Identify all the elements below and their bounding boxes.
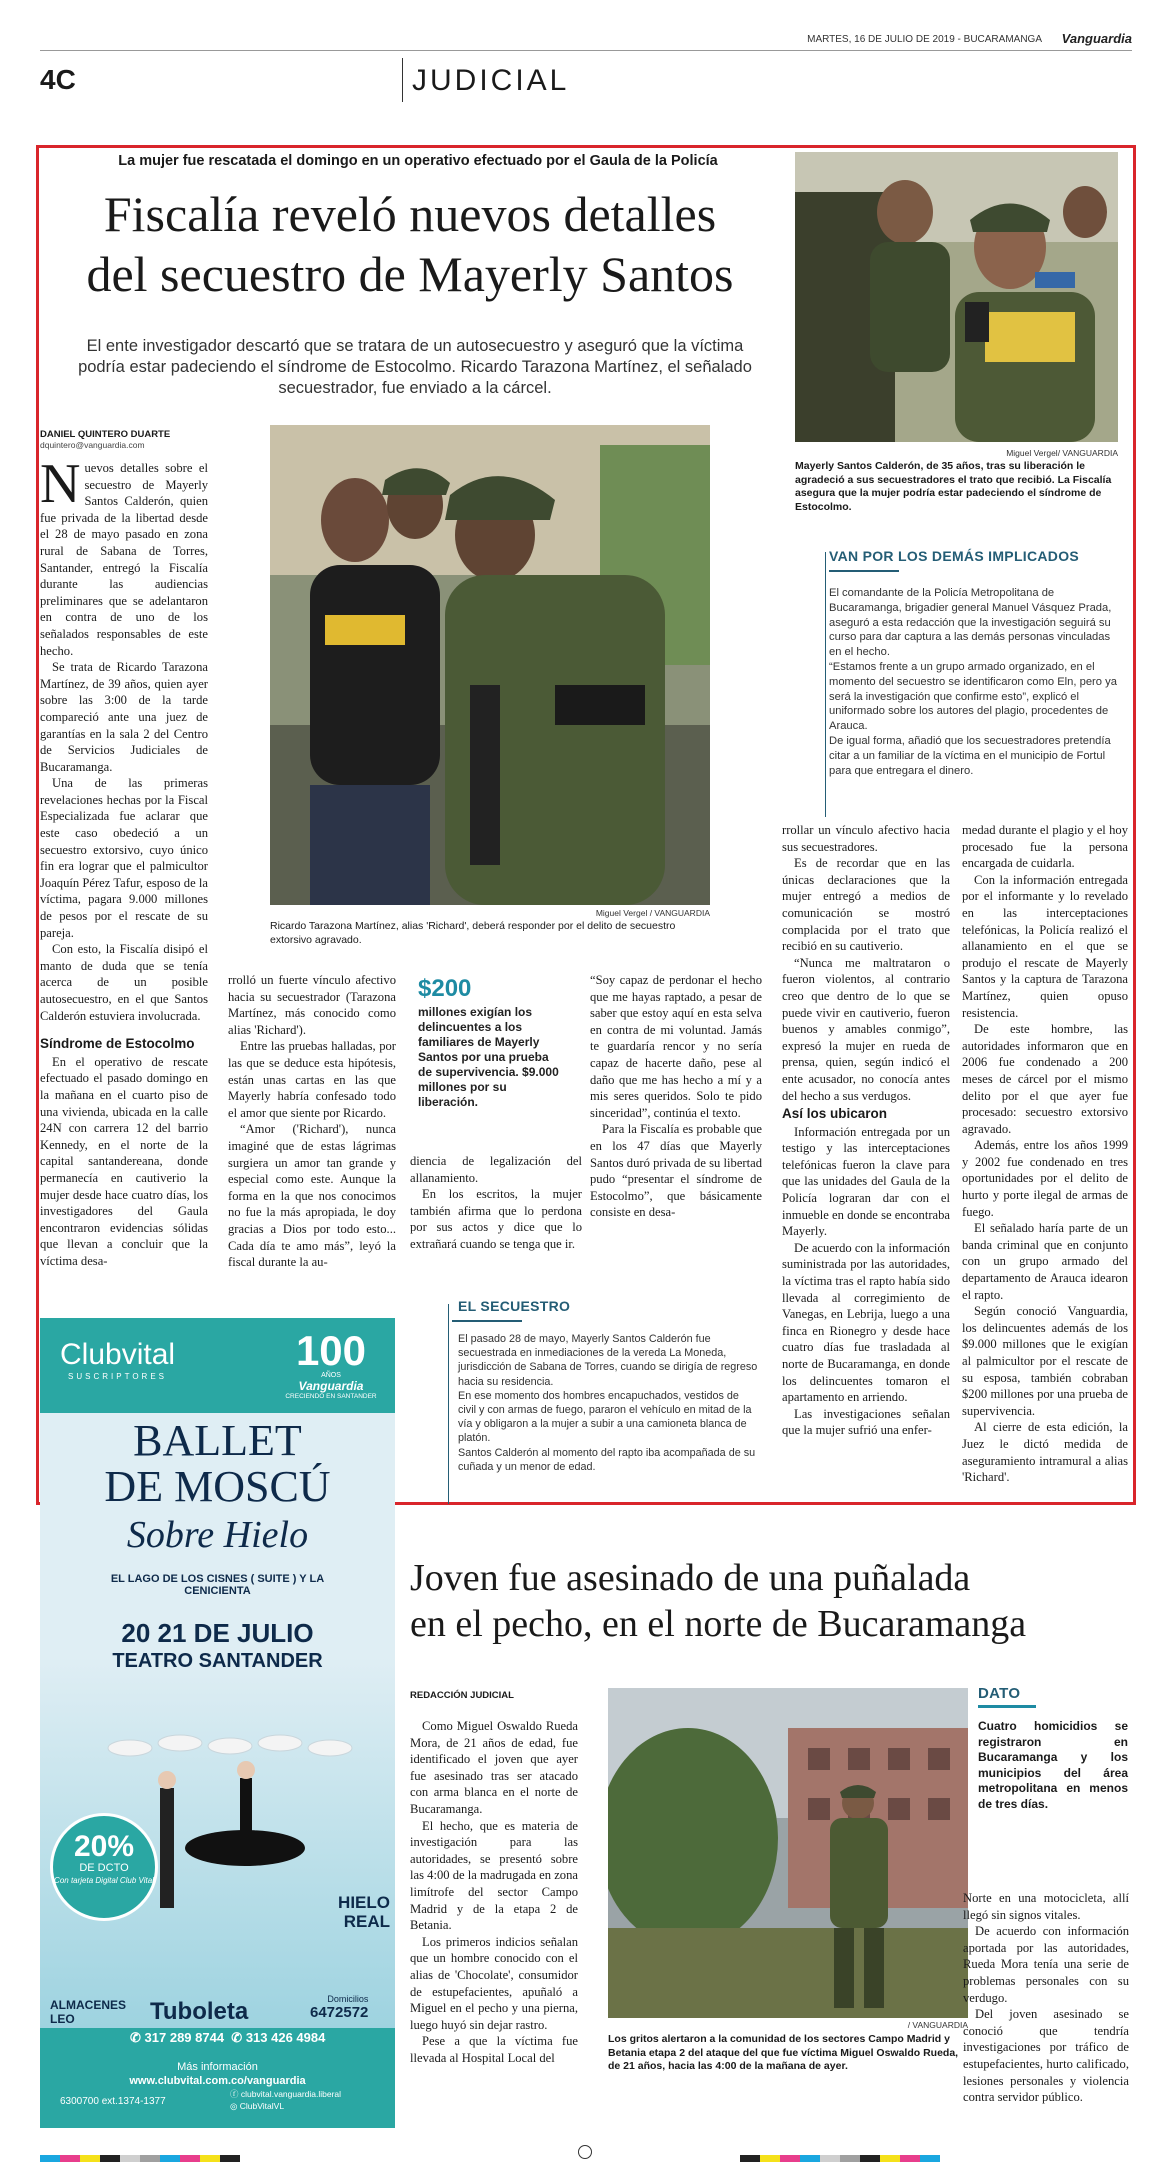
anniv-brand: Vanguardia bbox=[298, 1379, 364, 1393]
ad-venue: TEATRO SANTANDER bbox=[112, 1650, 323, 1672]
info-url[interactable]: www.clubvital.com.co/vanguardia bbox=[129, 2075, 306, 2087]
paragraph: Una de las primeras revelaciones hechas por la Fiscal Especializada fue aclarar que este caso obedeció a un secuestro extorsivo, cuyo único fin era lograr que el palmicultor Joaquín Pérez Tafur, esposo de la víctima, pagara 9.000 millones de pesos por el rescate de su pareja. bbox=[40, 776, 208, 940]
story2-column-3 bbox=[963, 1890, 1129, 2126]
social-instagram[interactable]: ClubVitalVL bbox=[239, 2101, 285, 2111]
clubvital-name: Clubvital bbox=[60, 1338, 176, 1371]
box-secuestro-underline bbox=[452, 1320, 522, 1322]
story1-column-4 bbox=[590, 972, 762, 1297]
story1-kicker: La mujer fue rescatada el domingo en un operativo efectuado por el Gaula de la Policía bbox=[118, 153, 718, 169]
photo-arrest-caption: Ricardo Tarazona Martínez, alias 'Richard', deberá responder por el delito de secuestro extorsivo agravado. bbox=[270, 920, 676, 946]
photo-mayerly-credit: Miguel Vergel/ VANGUARDIA bbox=[1006, 448, 1118, 458]
section-title: JUDICIAL bbox=[412, 64, 570, 97]
story2-headline-line1: Joven fue asesinado de una puñalada bbox=[410, 1557, 971, 1599]
photo-arrest-credit: Miguel Vergel / VANGUARDIA bbox=[595, 908, 710, 918]
box-implicados-line bbox=[825, 552, 826, 817]
paragraph: De este hombre, las autoridades informaron que en 2006 fue condenado a 200 meses de cárcel por el mismo delito por el que ayer fue procesado: secuestro extorsivo agravado. bbox=[962, 1022, 1128, 1136]
page-number: 4C bbox=[40, 64, 76, 95]
paragraph: El comandante de la Policía Metropolitana de Bucaramanga, brigadier general Manuel Vásquez Prada, aseguró a esta redacción que la investigación seguirá su curso para dar captura a las demás personas vinculadas en el hecho. bbox=[829, 587, 1112, 659]
discount-sub: DE DCTO bbox=[79, 1862, 129, 1874]
story1-column-1 bbox=[40, 460, 208, 1300]
story1-byline bbox=[40, 429, 240, 450]
store-leo: ALMACENES LEO bbox=[50, 1998, 127, 2026]
crosshair-mark bbox=[578, 2145, 592, 2159]
ad-social bbox=[230, 2088, 341, 2112]
color-strip-right bbox=[740, 2149, 940, 2167]
photo-mayerly-caption: Mayerly Santos Calderón, de 35 años, tras su liberación le agradeció a sus secuestradores el trato que recibió. La Fiscalía asegura que la mujer podría estar padeciendo el síndrome de Estocolmo. bbox=[795, 460, 1112, 513]
paragraph: De igual forma, añadió que los secuestradores pretendía citar a un familiar de la víctima en el municipio de Fortul para que entregara el dinero. bbox=[829, 734, 1111, 777]
box-secuestro-text bbox=[458, 1332, 758, 1474]
section-divider bbox=[402, 58, 403, 102]
paragraph: rrollar un vínculo afectivo hacia sus secuestradores. bbox=[782, 823, 950, 854]
ad-title bbox=[40, 1418, 395, 1560]
box-implicados bbox=[825, 542, 1120, 822]
photo-mayerly bbox=[795, 152, 1118, 442]
box-implicados-text bbox=[829, 586, 1119, 778]
paragraph: El hecho, que es materia de investigación para las autoridades, se presentó sobre las 4:00 de la madrugada en zona limítrofe del sector Campo Madrid y de la etapa 2 de Betania. bbox=[410, 1818, 578, 1933]
clubvital-logo bbox=[60, 1338, 175, 1381]
paragraph: Se trata de Ricardo Tarazona Martínez, de 39 años, quien ayer sobre las 3:00 de la tarde compareció ante una juez de garantías en la sala 2 del Centro de Servicios Judiciales de Bucaramanga. bbox=[40, 660, 208, 774]
box-secuestro-title: EL SECUESTRO bbox=[458, 1298, 571, 1314]
paragraph: “Amor ('Richard'), nunca imaginé que de estas lágrimas surgiera un amor tan grande y especial como este. Aunque la forma en la que nos conocimos no fue la más apropiada, le doy gracias a Dios por todo esto... Cada día te amo más”, leyó la fiscal durante la au- bbox=[228, 1122, 396, 1270]
dato-title: DATO bbox=[978, 1685, 1021, 1702]
story1-column-6 bbox=[962, 822, 1128, 1502]
paragraph: Con la información entregada por el informante y lo revelado en las interceptaciones telefónicas, la Policía realizó el allanamiento en el que se produjo el rescate de Mayerly Santos y la captura de Tarazona Martínez, quien opuso resistencia. bbox=[962, 872, 1128, 1020]
color-strip-left bbox=[40, 2149, 240, 2167]
clubvital-sub: SUSCRIPTORES bbox=[68, 1372, 168, 1381]
paragraph: “Nunca me maltrataron o fueron violentos, al contrario creo que dentro de lo que se puede vivir en cautiverio, fueron buenos y amables conmigo”, expresó la mujer en rueda de prensa, quien, según indicó el ente acusador, no conocía antes del hecho a sus verdugos. bbox=[782, 955, 950, 1103]
headline-line1: Fiscalía reveló nuevos detalles bbox=[103, 186, 717, 242]
paragraph: Norte en una motocicleta, allí llegó sin signos vitales. bbox=[963, 1891, 1129, 1922]
ad-subtitle: EL LAGO DE LOS CISNES ( SUITE ) Y LA CENICIENTA bbox=[110, 1573, 325, 1597]
paragraph: Del joven asesinado se conoció que tendría investigaciones por tráfico de estupefacientes, hurto calificado, lesiones personales y violencia contra servidor público. bbox=[963, 2007, 1129, 2105]
paragraph: De acuerdo con la información suministrada por las autoridades, la víctima tras el rapto había sido llevada al corregimiento de Vanegas, en Lebrija, luego a una finca en Rionegro y desde hace cuatro días fue trasladada al norte de Bucaramanga, en donde los delincuentes tomaron el apartamento en arriendo. bbox=[782, 1240, 950, 1405]
story1-deck: El ente investigador descartó que se tratara de un autosecuestro y aseguró que la víctima podría estar padeciendo el síndrome de Estocolmo. Ricardo Tarazona Martínez, el señalado secuestrador, fue enviado a la cárcel. bbox=[78, 337, 752, 397]
ad-title-hielo: Sobre Hielo bbox=[126, 1514, 309, 1556]
box-secuestro bbox=[448, 1292, 763, 1502]
dato-underline bbox=[978, 1705, 1036, 1708]
paragraph: Para la Fiscalía es probable que en los 47 días que Mayerly Santos duró privada de su libertad pudo “presentar el síndrome de Estocolmo”, que básicamente consiste en desa- bbox=[590, 1122, 762, 1220]
paragraph: Las investigaciones señalan que la mujer sufrió una enfer- bbox=[782, 1406, 950, 1438]
registration-marks bbox=[40, 2145, 1132, 2159]
info-phone: 6300700 ext.1374-1377 bbox=[60, 2096, 166, 2107]
paragraph: rrolló un fuerte vínculo afectivo hacia su secuestrador (Tarazona Martínez, más conocido como alias 'Richard'). bbox=[228, 973, 396, 1037]
anniv-tag: CRECIENDO EN SANTANDER bbox=[285, 1393, 377, 1400]
photo-arrest-illustration bbox=[270, 425, 710, 905]
anniv-number: 100 bbox=[295, 1327, 367, 1374]
photo-arrest bbox=[270, 425, 710, 905]
dato-text: Cuatro homicidios se registraron en Bucaramanga y los municipios del área metropolitana en menos de tres días. bbox=[978, 1719, 1128, 1811]
discount-badge bbox=[50, 1813, 158, 1921]
phone-1: 317 289 8744 bbox=[144, 2030, 225, 2045]
paragraph: “Soy capaz de perdonar el hecho que me hayas raptado, a pesar de saber que estoy aquí en esta selva en contra de mi voluntad. Jamás te guardaría rencor y no sería capaz de hacerte daño, pese al daño que me has hecho a mí y a mis seres queridos. Solo te pido sinceridad”, continúa el texto. bbox=[590, 973, 762, 1120]
header-brand: Vanguardia bbox=[1061, 31, 1132, 46]
box-implicados-underline bbox=[829, 570, 899, 572]
story2-headline-line2: en el pecho, en el norte de Bucaramanga bbox=[410, 1603, 1027, 1645]
whatsapp-icon: ✆ bbox=[130, 2030, 141, 2045]
photo-crime-credit: / VANGUARDIA bbox=[907, 2020, 968, 2030]
story2-column-1 bbox=[410, 1718, 578, 2126]
paragraph: En ese momento dos hombres encapuchados, vestidos de civil y con armas de fuego, pararon el vehículo en mitad de la vía y obligaron a la mujer a subir a una camioneta blanca de platón. bbox=[458, 1389, 752, 1445]
anniv-sub: AÑOS bbox=[321, 1372, 341, 1379]
paragraph: “Estamos frente a un grupo armado organizado, en el momento del secuestro se identificaron como Eln, pero ya será la investigación que confirme esto”, explicó el uniformado sobre los autores del plagio, procedentes de Arauca. bbox=[829, 660, 1117, 733]
paragraph: uevos detalles sobre el secuestro de Mayerly Santos Calderón, quien fue privada de la libertad desde el 28 de mayo pasado en zona rural de Sabana de Torres, Santander, entregó la Fiscalía durante las audiencias preliminares que se adelantaron en contra de uno de los señalados responsables de este hecho. bbox=[40, 461, 208, 658]
photo-crime-scene-illustration bbox=[608, 1688, 968, 2018]
ad-title-ballet: BALLET bbox=[133, 1416, 302, 1465]
paragraph: En el operativo de rescate efectuado el pasado domingo en la mañana en el cuarto piso de una vivienda, ubicada en la calle 24N con carrera 12 del barrio Kennedy, en el norte de la capital santandereana, donde permanecía en cautiverio la mujer desde hace cuatro días, los investigadores del Gaula encontraron evidencias sólidas que llevan a concluir que la víctima desa- bbox=[40, 1054, 208, 1268]
photo-mayerly-illustration bbox=[795, 152, 1118, 442]
discount-note: Con tarjeta Digital Club Vital bbox=[54, 1876, 154, 1885]
ad-title-moscu: DE MOSCÚ bbox=[104, 1462, 331, 1511]
photo-crime-caption: Los gritos alertaron a la comunidad de los sectores Campo Madrid y Betania etapa 2 del ataque del que fue víctima Miguel Oswaldo Rueda, de 21 años, hacia las 4:00 de la mañana de ayer. bbox=[608, 2033, 959, 2072]
subhead-ubicaron: Así los ubicaron bbox=[782, 1106, 888, 1122]
story2-headline bbox=[410, 1555, 1130, 1647]
phone-2: 313 426 4984 bbox=[245, 2030, 326, 2045]
facebook-icon: ⓕ bbox=[230, 2089, 241, 2099]
paragraph: Entre las pruebas halladas, por las que se deduce esta hipótesis, están unas cartas en las que Mayerly habría confesado todo el amor que siente por Ricardo. bbox=[228, 1039, 396, 1120]
story1-column-3 bbox=[410, 1153, 582, 1288]
ad-dates: 20 21 DE JULIO bbox=[121, 1618, 314, 1648]
headline-line2: del secuestro de Mayerly Santos bbox=[86, 246, 734, 302]
ad-info bbox=[40, 2060, 395, 2088]
page-header bbox=[40, 30, 1132, 105]
instagram-icon: ◎ bbox=[230, 2101, 240, 2111]
ballet-ad[interactable] bbox=[40, 1318, 395, 2128]
info-label: Más información bbox=[177, 2061, 258, 2073]
paragraph: Santos Calderón al momento del rapto iba acompañada de su cuñada y un menor de edad. bbox=[458, 1446, 756, 1473]
paragraph: El pasado 28 de mayo, Mayerly Santos Calderón fue secuestrada en inmediaciones de la vereda La Moneda, jurisdicción de Sabana de Torres, cuando se dirigía de regreso hacia su residencia. bbox=[458, 1333, 758, 1388]
story1-column-5 bbox=[782, 822, 950, 1502]
paragraph: En los escritos, la mujer también afirma que lo perdona por sus actos y dice que lo extrañará cuando se tenga que ir. bbox=[410, 1187, 582, 1251]
factbox-text: millones exigían los delincuentes a los familiares de Mayerly Santos por una prueba de supervivencia. $9.000 millones por su liberación. bbox=[418, 1005, 559, 1109]
paragraph: diencia de legalización del allanamiento. bbox=[410, 1154, 582, 1185]
domicilios-number: 6472572 bbox=[310, 2004, 369, 2021]
paragraph: Además, entre los años 1999 y 2002 fue condenado en tres oportunidades por el delito de hurto y porte ilegal de armas de fuego. bbox=[962, 1138, 1128, 1219]
hielo-real-badge: HIELO REAL bbox=[338, 1893, 390, 1931]
dato-box bbox=[978, 1685, 1128, 1815]
dropcap: N bbox=[40, 460, 81, 515]
paragraph: medad durante el plagio y el hoy procesado fue la persona encargada de cuidarla. bbox=[962, 823, 1128, 871]
whatsapp-icon: ✆ bbox=[231, 2030, 243, 2045]
domicilios-label: Domicilios bbox=[327, 1994, 369, 2004]
header-date: MARTES, 16 DE JULIO DE 2019 - BUCARAMANGA bbox=[807, 34, 1042, 45]
anniversary-logo bbox=[276, 1327, 386, 1400]
box-secuestro-line bbox=[448, 1304, 449, 1504]
paragraph: Con esto, la Fiscalía disipó el manto de duda que se tenía acerca de un posible autosecuestro, en el que Santos Calderón estuviera involucrada. bbox=[40, 942, 208, 1023]
store-tuboleta: Tuboleta bbox=[150, 1998, 249, 2025]
social-facebook[interactable]: clubvital.vanguardia.liberal bbox=[240, 2089, 342, 2099]
paragraph: El señalado haría parte de un banda criminal que en conjunto con un grupo armado del departamento de Arauca idearon el rapto. bbox=[962, 1221, 1128, 1302]
paragraph: Como Miguel Oswaldo Rueda Mora, de 21 años de edad, fue identificado el joven que ayer fue asesinado tras ser atacado con arma blanca en el norte de Bucaramanga. bbox=[410, 1719, 578, 1816]
story2-byline: REDACCIÓN JUDICIAL bbox=[410, 1690, 514, 1701]
byline-name: DANIEL QUINTERO DUARTE bbox=[40, 429, 171, 440]
paragraph: Al cierre de esta edición, la Juez le dictó medida de aseguramiento intramural a alias 'Richard'. bbox=[962, 1420, 1128, 1485]
story1-column-2 bbox=[228, 972, 396, 1292]
factbox-200 bbox=[418, 975, 563, 1125]
paragraph: De acuerdo con información aportada por las autoridades, Rueda Mora tenía una serie de problemas personales con su verdugo. bbox=[963, 1924, 1129, 2005]
ad-phones bbox=[130, 2030, 325, 2046]
factbox-number: $200 bbox=[418, 975, 472, 1002]
box-implicados-title: VAN POR LOS DEMÁS IMPLICADOS bbox=[829, 548, 1080, 564]
subhead-sindrome: Síndrome de Estocolmo bbox=[40, 1036, 195, 1052]
header-rule bbox=[40, 50, 1132, 51]
discount-value: 20% bbox=[73, 1830, 135, 1863]
byline-email: dquintero@vanguardia.com bbox=[40, 440, 145, 450]
domicilios bbox=[310, 1994, 368, 2021]
story1-headline bbox=[40, 184, 780, 304]
photo-crime-scene bbox=[608, 1688, 968, 2018]
paragraph: Información entregada por un testigo y las interceptaciones telefónicas fueron la clave para que las unidades del Gaula de la Policía lograran dar con el inmueble en donde se encontraba Mayerly. bbox=[782, 1124, 950, 1239]
paragraph: Pese a que la víctima fue llevada al Hospital Local del bbox=[410, 2034, 578, 2065]
paragraph: Los primeros indicios señalan que un hombre conocido con el alias de 'Chocolate', consumidor de estupefacientes, apuñaló a Miguel en el pecho y una pierna, luego huyó sin dejar rastro. bbox=[410, 1934, 578, 2032]
paragraph: Es de recordar que en las únicas declaraciones que la mujer entregó a medios de comunicación se mostró complacida por el trato que recibió en su cautiverio. bbox=[782, 856, 950, 954]
paragraph: Según conoció Vanguardia, los delincuentes además de los $9.000 millones que le exigían al palmicultor por el rescate de su esposa, también cobraban $200 millones por una prueba de supervivencia. bbox=[962, 1304, 1128, 1418]
